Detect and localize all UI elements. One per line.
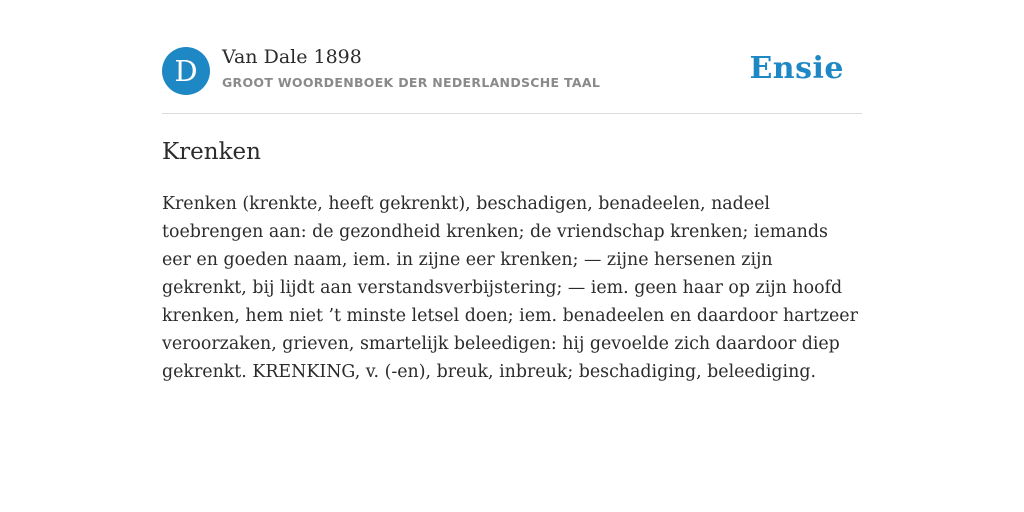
entry-body: Krenken (krenkte, heeft gekrenkt), beschadigen, benadeelen, nadeel toebrengen aan: de gezondheid krenken; de vriendschap krenken; iemands eer en goeden naam, iem. in zijne eer krenken; — zijne hersenen zijn gekrenkt, bij lijdt aan verstandsverbijstering; — iem. geen haar op zijn hoofd krenken, hem niet ’t minste letsel doen; iem. benadeelen en daardoor hartzeer veroorzaken, grieven, smartelijk beleedigen: hij gevoelde zich daardoor diep gekrenkt. KRENKING, v. (-en), breuk, inbreuk; beschadiging, beleediging. — [162, 194, 858, 382]
divider — [162, 113, 862, 114]
entry-title: Krenken — [162, 139, 261, 165]
source-subtitle: GROOT WOORDENBOEK DER NEDERLANDSCHE TAAL — [222, 75, 601, 90]
source-title[interactable]: Van Dale 1898 — [222, 46, 362, 68]
source-logo[interactable]: D — [162, 47, 210, 95]
brand-logo[interactable]: Ensie — [749, 51, 844, 86]
header — [162, 46, 862, 96]
